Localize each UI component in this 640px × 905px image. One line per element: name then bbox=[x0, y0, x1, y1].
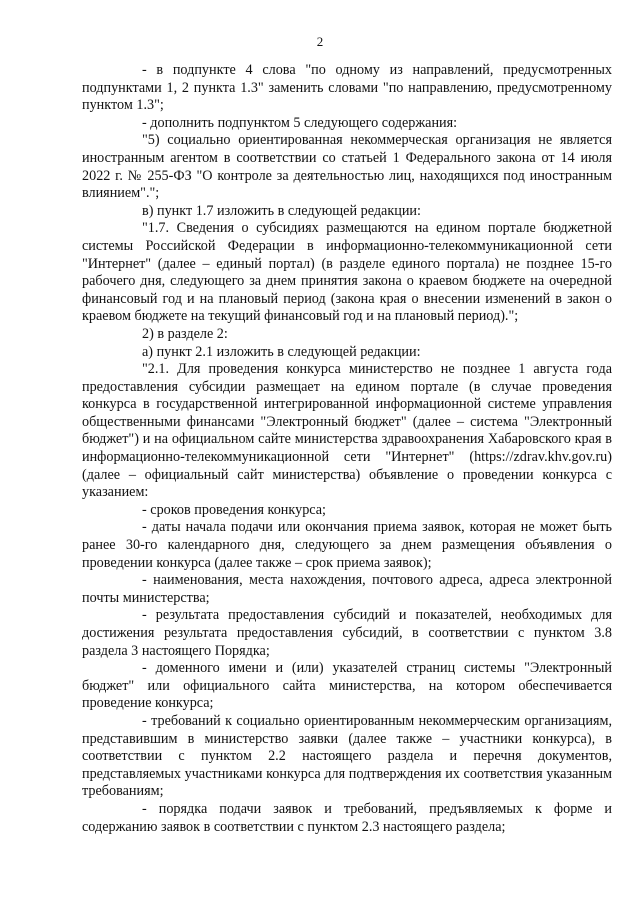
paragraph: - дополнить подпунктом 5 следующего содержания: bbox=[142, 114, 458, 131]
paragraph: - доменного имени и (или) указателей страниц системы "Электронный бюджет" или официального сайта министерства, на котором обеспечивается проведение конкурса; bbox=[82, 660, 612, 712]
paragraph: "1.7. Сведения о субсидиях размещаются на едином портале бюджетной системы Российской Федерации в информационно-телекоммуникационной сети "Интернет" (далее – единый портал) (в разделе единого портала) не позднее 15-го рабочего дня, следующего за днем принятия закона о краевом бюджете на очередной финансовый год и на плановый период (закона края о внесении изменений в закон о краевом бюджете на текущий финансовый год и на плановый период)."; bbox=[82, 220, 612, 325]
paragraph: в) пункт 1.7 изложить в следующей редакции: bbox=[142, 202, 421, 219]
paragraph: - порядка подачи заявок и требований, предъявляемых к форме и содержанию заявок в соответствии с пунктом 2.3 настоящего раздела; bbox=[82, 800, 612, 835]
paragraph: "2.1. Для проведения конкурса министерство не позднее 1 августа года предоставления субсидии размещает на едином портале (в случае проведения конкурса в государственной интегрированной информационной системе управления общественными финансами "Электронный бюджет" (далее – система "Электронный бюджет") и на официальном сайте министерства здравоохранения Хабаровского края в информационно-телекоммуникационной сети "Интернет" (https://zdrav.khv.gov.ru) (далее – официальный сайт министерства) объявление о проведении конкурса с указанием: bbox=[82, 361, 612, 501]
paragraph: - в подпункте 4 слова "по одному из направлений, предусмотренных подпунктами 1, 2 пункта 1.3" заменить словами "по направлению, предусмотренному пунктом 1.3"; bbox=[82, 62, 612, 114]
paragraph: - наименования, места нахождения, почтового адреса, адреса электронной почты министерства; bbox=[82, 572, 612, 606]
paragraph: - результата предоставления субсидий и показателей, необходимых для достижения результата предоставления субсидий, в соответствии с пунктом 3.8 раздела 3 настоящего Порядка; bbox=[82, 607, 612, 659]
page-number: 2 bbox=[316, 34, 324, 49]
document-body bbox=[82, 62, 612, 836]
paragraph: 2) в разделе 2: bbox=[142, 325, 228, 342]
paragraph: "5) социально ориентированная некоммерческая организация не является иностранным агентом в соответствии со статьей 1 Федерального закона от 14 июля 2022 г. № 255-ФЗ "О контроле за деятельностью лиц, находящихся под иностранным влиянием"."; bbox=[82, 132, 612, 202]
paragraph: - требований к социально ориентированным некоммерческим организациям, представившим в министерство заявки (далее также – участники конкурса), в соответствии с пунктом 2.2 настоящего раздела и перечня документов, представляемых участниками конкурса для подтверждения их соответствия указанным требованиям; bbox=[82, 712, 612, 800]
paragraph: а) пункт 2.1 изложить в следующей редакции: bbox=[142, 343, 421, 360]
paragraph: - сроков проведения конкурса; bbox=[142, 501, 326, 518]
paragraph: - даты начала подачи или окончания приема заявок, которая не может быть ранее 30-го календарного дня, следующего за днем размещения объявления о проведении конкурса (далее также – срок приема заявок); bbox=[82, 519, 612, 571]
